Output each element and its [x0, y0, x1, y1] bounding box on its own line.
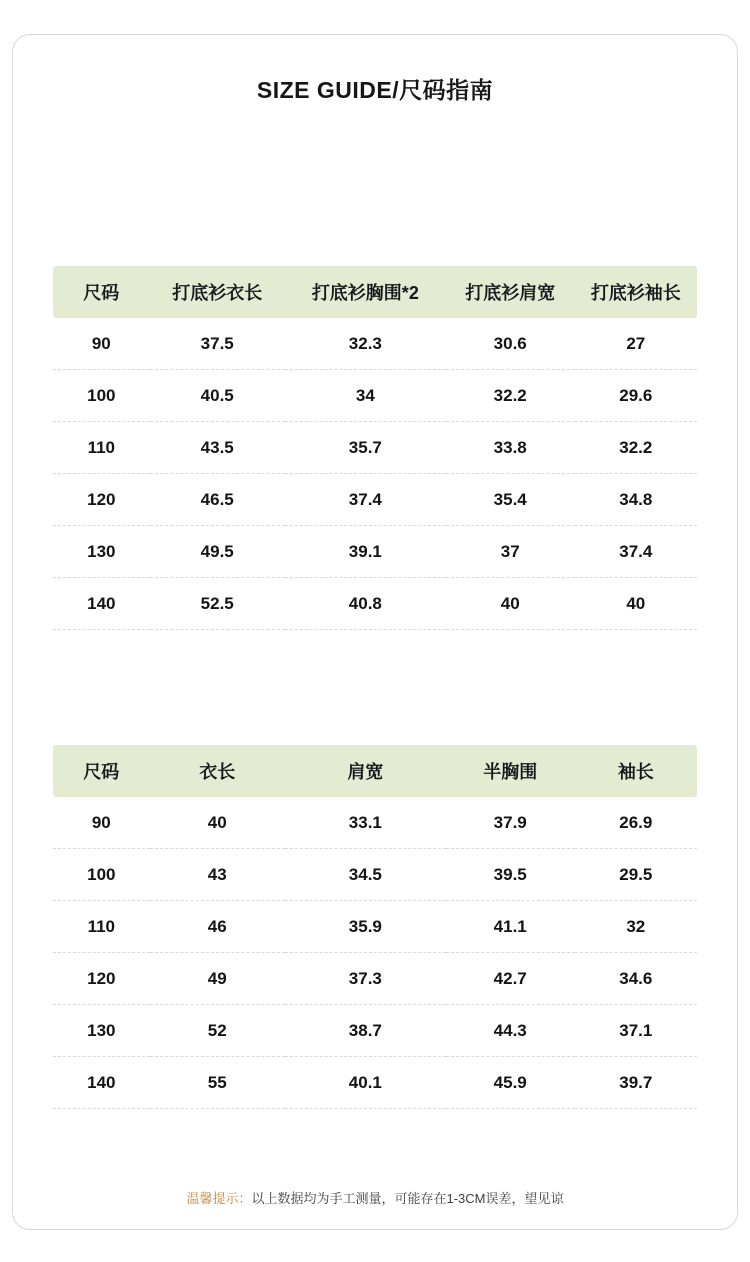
cell-size: 100 [53, 370, 150, 422]
cell-length: 46 [150, 901, 285, 953]
cell-shoulder: 35.9 [285, 901, 446, 953]
cell-size: 140 [53, 578, 150, 630]
cell-length: 49 [150, 953, 285, 1005]
cell-size: 140 [53, 1057, 150, 1109]
column-header-bust: 打底衫胸围*2 [285, 266, 446, 318]
table-row [53, 901, 697, 953]
cell-length: 43.5 [150, 422, 285, 474]
column-header-shoulder: 打底衫肩宽 [446, 266, 575, 318]
cell-sleeve: 32.2 [575, 422, 697, 474]
cell-bust: 40.8 [285, 578, 446, 630]
table-row [53, 318, 697, 370]
page-title: SIZE GUIDE/尺码指南 [256, 77, 494, 103]
cell-length: 37.5 [150, 318, 285, 370]
size-table-base-shirt [53, 266, 697, 630]
cell-length: 55 [150, 1057, 285, 1109]
cell-half-bust: 39.5 [446, 849, 575, 901]
cell-sleeve: 32 [575, 901, 697, 953]
cell-shoulder: 40.1 [285, 1057, 446, 1109]
column-header-size: 尺码 [53, 745, 150, 797]
cell-shoulder: 33.8 [446, 422, 575, 474]
column-header-sleeve: 袖长 [575, 745, 697, 797]
cell-shoulder: 37.3 [285, 953, 446, 1005]
table-row [53, 422, 697, 474]
cell-length: 52 [150, 1005, 285, 1057]
cell-shoulder: 38.7 [285, 1005, 446, 1057]
cell-length: 46.5 [150, 474, 285, 526]
size-table-outer-garment [53, 745, 697, 1109]
table-row [53, 849, 697, 901]
cell-size: 120 [53, 474, 150, 526]
cell-shoulder: 37 [446, 526, 575, 578]
cell-bust: 35.7 [285, 422, 446, 474]
cell-sleeve: 29.6 [575, 370, 697, 422]
column-header-shoulder: 肩宽 [285, 745, 446, 797]
cell-length: 40 [150, 797, 285, 849]
table-row [53, 578, 697, 630]
cell-sleeve: 39.7 [575, 1057, 697, 1109]
cell-size: 130 [53, 526, 150, 578]
cell-length: 43 [150, 849, 285, 901]
cell-half-bust: 45.9 [446, 1057, 575, 1109]
cell-size: 90 [53, 318, 150, 370]
table-header-row [53, 266, 697, 318]
cell-size: 110 [53, 422, 150, 474]
cell-size: 130 [53, 1005, 150, 1057]
cell-sleeve: 26.9 [575, 797, 697, 849]
cell-sleeve: 34.8 [575, 474, 697, 526]
cell-shoulder: 33.1 [285, 797, 446, 849]
table-row [53, 370, 697, 422]
table-row [53, 474, 697, 526]
table-row [53, 526, 697, 578]
cell-shoulder: 35.4 [446, 474, 575, 526]
cell-length: 49.5 [150, 526, 285, 578]
cell-sleeve: 40 [575, 578, 697, 630]
size-table-block-outer-garment [53, 745, 697, 1109]
cell-half-bust: 42.7 [446, 953, 575, 1005]
cell-length: 52.5 [150, 578, 285, 630]
cell-half-bust: 37.9 [446, 797, 575, 849]
cell-bust: 32.3 [285, 318, 446, 370]
size-table-block-base-shirt [53, 266, 697, 630]
footer-note-text: 以上数据均为手工测量，可能存在1-3CM误差，望见谅 [251, 1191, 564, 1206]
cell-size: 120 [53, 953, 150, 1005]
footer-note-prefix: 温馨提示： [186, 1191, 252, 1206]
cell-sleeve: 27 [575, 318, 697, 370]
cell-bust: 37.4 [285, 474, 446, 526]
column-header-sleeve: 打底衫袖长 [575, 266, 697, 318]
cell-size: 110 [53, 901, 150, 953]
cell-size: 100 [53, 849, 150, 901]
cell-shoulder: 30.6 [446, 318, 575, 370]
cell-sleeve: 29.5 [575, 849, 697, 901]
cell-sleeve: 34.6 [575, 953, 697, 1005]
cell-shoulder: 34.5 [285, 849, 446, 901]
table-row [53, 797, 697, 849]
footer-note [0, 1188, 750, 1207]
cell-shoulder: 32.2 [446, 370, 575, 422]
cell-bust: 39.1 [285, 526, 446, 578]
table-row [53, 1005, 697, 1057]
cell-bust: 34 [285, 370, 446, 422]
column-header-half-bust: 半胸围 [446, 745, 575, 797]
cell-sleeve: 37.4 [575, 526, 697, 578]
table-row [53, 1057, 697, 1109]
table-row [53, 953, 697, 1005]
column-header-length: 打底衫衣长 [150, 266, 285, 318]
column-header-size: 尺码 [53, 266, 150, 318]
cell-length: 40.5 [150, 370, 285, 422]
column-header-length: 衣长 [150, 745, 285, 797]
cell-half-bust: 41.1 [446, 901, 575, 953]
cell-sleeve: 37.1 [575, 1005, 697, 1057]
cell-size: 90 [53, 797, 150, 849]
table-header-row [53, 745, 697, 797]
cell-half-bust: 44.3 [446, 1005, 575, 1057]
cell-shoulder: 40 [446, 578, 575, 630]
